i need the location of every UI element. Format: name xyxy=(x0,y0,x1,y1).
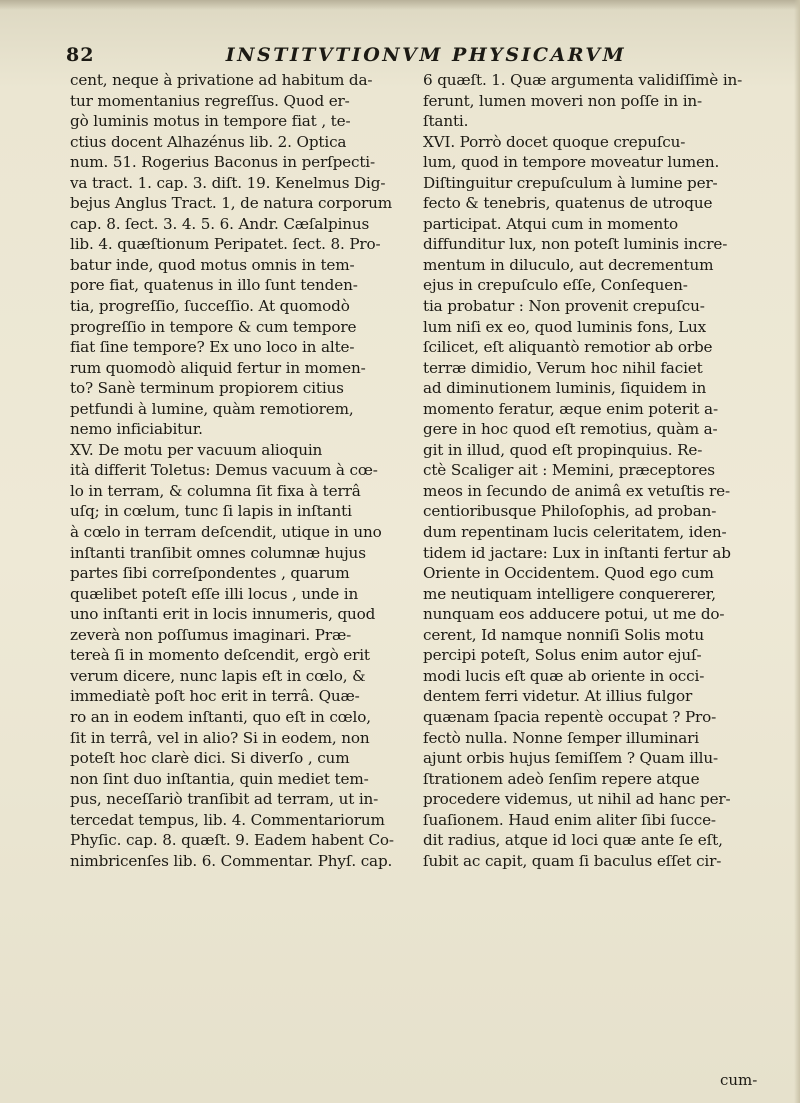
text-line: ità differit Toletus: Demus vacuum à cœ- xyxy=(70,461,378,480)
text-line: meos in ſecundo de animâ ex vetuſtis re- xyxy=(423,481,730,500)
right-text-column xyxy=(423,70,768,871)
text-line: participat. Atqui cum in momento xyxy=(423,214,679,233)
text-line: Diſtinguitur crepuſculum à lumine per- xyxy=(423,173,718,192)
text-line: tercedat tempus, lib. 4. Commentariorum xyxy=(70,810,385,829)
text-line: uno inſtanti erit in locis innumeris, quod xyxy=(70,605,376,624)
text-line: nunquam eos adducere potui, ut me do- xyxy=(423,605,725,624)
text-line: fecto & tenebris, quatenus de utroque xyxy=(423,194,713,213)
text-line: ajunt orbis hujus ſemiſſem ? Quam illu- xyxy=(423,749,718,768)
text-line: à cœlo in terram deſcendit, utique in uno xyxy=(70,523,382,542)
text-line: 6 quæſt. 1. Quæ argumenta validiſſimè in- xyxy=(423,71,743,89)
page-header xyxy=(66,44,776,68)
text-line: momento feratur, æque enim poterit a- xyxy=(423,399,718,418)
page-top-shadow xyxy=(0,0,800,10)
text-line: quænam ſpacia repentè occupat ? Pro- xyxy=(423,707,717,726)
text-line: dum repentinam lucis celeritatem, iden- xyxy=(423,523,727,542)
text-line: XV. De motu per vacuum alioquin xyxy=(70,440,323,459)
left-text-column xyxy=(70,70,415,871)
page-edge-shadow xyxy=(794,0,800,1103)
text-line: nimbricenſes lib. 6. Commentar. Phyſ. cap. xyxy=(70,851,393,870)
text-line: Phyſic. cap. 8. quæſt. 9. Eadem habent Co- xyxy=(70,831,394,850)
text-line: immediatè poſt hoc erit in terrâ. Quæ- xyxy=(70,687,360,706)
text-line: percipi poteſt, Solus enim autor ejuſ- xyxy=(423,646,702,665)
text-line: tur momentanius regreſſus. Quod er- xyxy=(70,91,350,110)
text-line: pus, neceſſariò tranſibit ad terram, ut in- xyxy=(70,790,379,809)
text-line: tidem id jactare: Lux in inſtanti fertur ab xyxy=(423,543,731,562)
text-line: gò luminis motus in tempore fiat , te- xyxy=(70,112,351,131)
text-line: lib. 4. quæſtionum Peripatet. ſect. 8. Pro- xyxy=(70,235,381,254)
text-line: tia probatur : Non provenit crepuſcu- xyxy=(423,297,705,316)
text-line: uſq; in cœlum, tunc ſi lapis in inſtanti xyxy=(70,502,352,521)
text-line: lum niſi ex eo, quod luminis fons, Lux xyxy=(423,317,707,336)
text-line: nemo inficiabitur. xyxy=(70,420,203,439)
text-line: diffunditur lux, non poteſt luminis incre- xyxy=(423,235,728,254)
text-line: modi lucis eſt quæ ab oriente in occi- xyxy=(423,666,705,685)
text-line: ſuaſionem. Haud enim aliter ſibi ſucce- xyxy=(423,810,716,829)
text-line: zeverà non poſſumus imaginari. Præ- xyxy=(70,625,352,644)
text-line: cap. 8. ſect. 3. 4. 5. 6. Andr. Cæſalpinus xyxy=(70,214,370,233)
text-line: lo in terram, & columna ſit fixa à terrâ xyxy=(70,481,361,500)
text-line: ad diminutionem luminis, ſiquidem in xyxy=(423,379,707,398)
text-line: bejus Anglus Tract. 1, de natura corporum xyxy=(70,194,393,213)
text-line: centioribusque Philoſophis, ad proban- xyxy=(423,502,717,521)
text-line: quælibet poteſt eſſe illi locus , unde in xyxy=(70,584,359,603)
text-line: dentem ferri videtur. At illius fulgor xyxy=(423,687,693,706)
running-head: INSTITVTIONVM PHYSICARVM xyxy=(225,44,627,66)
text-line: terræ dimidio, Verum hoc nihil faciet xyxy=(423,358,703,377)
text-line: ctius docent Alhazénus lib. 2. Optica xyxy=(70,132,347,151)
text-line: ſit in terrâ, vel in alio? Si in eodem, non xyxy=(70,728,370,747)
text-line: inſtanti tranſibit omnes columnæ hujus xyxy=(70,543,366,562)
text-line: cerent, Id namque nonniſi Solis motu xyxy=(423,625,704,644)
text-line: to? Sanè terminum propiorem citius xyxy=(70,379,344,398)
text-line: verum dicere, nunc lapis eſt in cœlo, & xyxy=(70,666,366,685)
text-line: fiat ſine tempore? Ex uno loco in alte- xyxy=(70,338,355,357)
text-line: lum, quod in tempore moveatur lumen. xyxy=(423,153,720,172)
text-line: ctè Scaliger ait : Memini, præceptores xyxy=(423,461,715,480)
text-line: ferunt, lumen moveri non poſſe in in- xyxy=(423,91,703,110)
text-line: tereà ſi in momento deſcendit, ergò erit xyxy=(70,646,370,665)
text-line: fectò nulla. Nonne ſemper illuminari xyxy=(423,728,699,747)
text-line: procedere videmus, ut nihil ad hanc per- xyxy=(423,790,731,809)
text-line: pore fiat, quatenus in illo ſunt tenden- xyxy=(70,276,358,295)
text-line: progreſſio in tempore & cum tempore xyxy=(70,317,357,336)
text-line: ſtrationem adeò ſenſim repere atque xyxy=(423,769,700,788)
text-line: partes ſibi correſpondentes , quarum xyxy=(70,564,350,583)
text-line: petfundi à lumine, quàm remotiorem, xyxy=(70,399,354,418)
text-line: ſtanti. xyxy=(423,112,469,131)
text-line: poteſt hoc clarè dici. Si diverſo , cum xyxy=(70,749,350,768)
text-line: tia, progreſſio, ſucceſſio. At quomodò xyxy=(70,297,350,316)
text-line: batur inde, quod motus omnis in tem- xyxy=(70,255,355,274)
text-line: git in illud, quod eſt propinquius. Re- xyxy=(423,440,703,459)
page-number: 82 xyxy=(66,44,95,66)
text-line: ro an in eodem inſtanti, quo eſt in cœlo, xyxy=(70,707,371,726)
text-line: ſubit ac capit, quam ſi baculus eſſet cir- xyxy=(423,851,722,870)
text-line: Oriente in Occidentem. Quod ego cum xyxy=(423,564,714,583)
text-line: cent, neque à privatione ad habitum da- xyxy=(70,71,373,89)
text-line: gere in hoc quod eſt remotius, quàm a- xyxy=(423,420,718,439)
text-line: ſcilicet, eſt aliquantò remotior ab orbe xyxy=(423,338,713,357)
text-line: non ſint duo inſtantia, quin mediet tem- xyxy=(70,769,369,788)
text-line: mentum in diluculo, aut decrementum xyxy=(423,255,714,274)
text-line: me neutiquam intelligere conquererer, xyxy=(423,584,716,603)
text-line: rum quomodò aliquid fertur in momen- xyxy=(70,358,366,377)
text-line: dit radius, atque id loci quæ ante ſe eſt, xyxy=(423,831,723,850)
text-line: va tract. 1. cap. 3. diſt. 19. Kenelmus Dig- xyxy=(70,173,386,192)
text-line: XVI. Porrò docet quoque crepuſcu- xyxy=(423,132,686,151)
text-line: ejus in crepuſculo eſſe, Conſequen- xyxy=(423,276,688,295)
text-line: num. 51. Rogerius Baconus in perſpecti- xyxy=(70,153,375,172)
catchword: cum- xyxy=(720,1071,758,1089)
